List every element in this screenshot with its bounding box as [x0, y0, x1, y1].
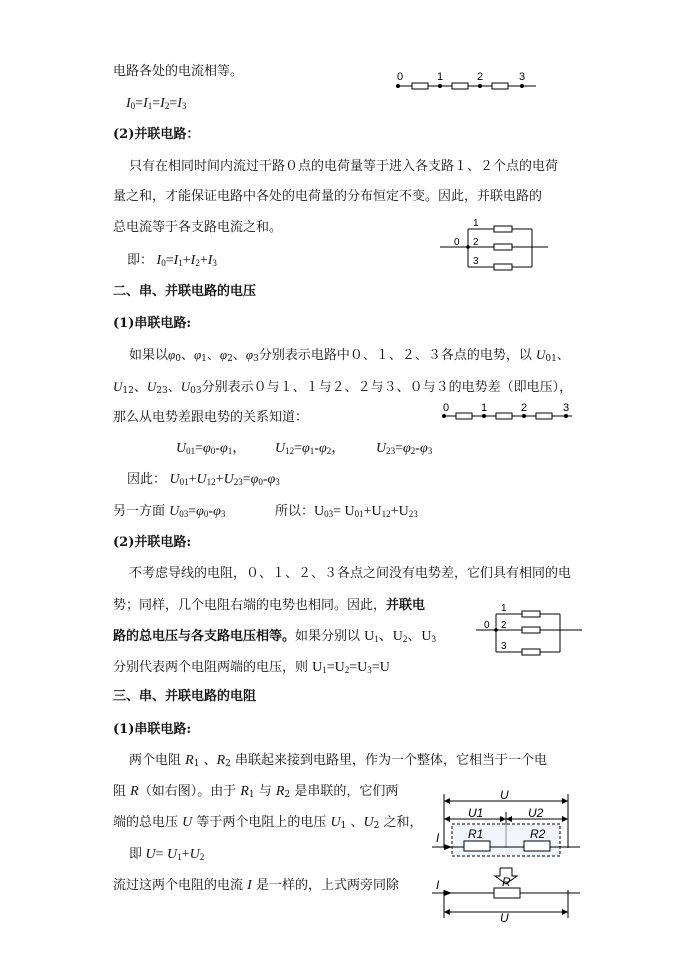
node-label: 3	[501, 641, 507, 652]
current-label-I: I	[436, 878, 440, 892]
equivalent-resistance-diagram	[432, 788, 582, 925]
resistor-label-R: R	[502, 875, 511, 889]
text-line: 所以：$U_{03}= U_{01}+U_{12}+U_{23}$	[275, 504, 418, 519]
node-label: 2	[476, 71, 484, 83]
text-line: $U_{12}$、$U_{23}$、$U_{03}$分别表示０与１、１与２、２与３、０与３的电势差（即电压），	[113, 379, 573, 396]
text-line: 阻 R（如右图）。由于 $R_1$ 与 $R_2$ 是串联的，它们两	[113, 784, 399, 800]
text-line: 两个电阻 $R_1$ 、$R_2$ 串联起来接到电路里，作为一个整体，它相当于一个电	[129, 753, 548, 769]
node-label: 1	[501, 603, 507, 614]
section-heading: 二、串、并联电路的电压	[113, 284, 257, 299]
node-label: 3	[473, 256, 479, 267]
text-line: 那么从电势差跟电势的关系知道：	[113, 410, 309, 425]
voltage-label-U: U	[500, 788, 509, 802]
parallel-circuit-diagram-1	[440, 215, 550, 277]
node-label: 1	[436, 71, 444, 83]
resistor-label-R1: R1	[468, 827, 484, 841]
text-line: 路的总电压与各支路电压相等。如果分别以 $U_1$、$U_2$、$U_3$	[113, 629, 437, 644]
node-label: 3	[518, 71, 526, 83]
text-line: 分别代表两个电阻两端的电压，则 $U_1=U_2=U_3=U$	[113, 660, 390, 675]
text-line: 另一方面 $U_{03}=\varphi_0-\varphi_3$	[113, 504, 226, 519]
series-circuit-diagram-2	[438, 402, 578, 424]
text-line: 端的总电压 U 等于两个电阻上的电压 $U_1$ 、$U_2$ 之和，	[113, 815, 423, 831]
text-line: 量之和，才能保证电路中各处的电荷量的分布恒定不变。因此，并联电路的	[113, 189, 543, 204]
text-line: 总电流等于各支路电流之和。	[113, 220, 283, 235]
equation-u12: $U_{12}=\varphi_1-\varphi_2$，	[275, 441, 346, 456]
section-heading: (1)串联电路:	[113, 316, 192, 331]
text-line: 不考虑导线的电阻，０、１、２、３各点之间没有电势差，它们具有相同的电	[129, 566, 572, 581]
node-label: 0	[484, 620, 490, 631]
equation-u23: $U_{23}=\varphi_2-\varphi_3$	[376, 441, 433, 456]
resistor-label-R2: R2	[530, 827, 546, 841]
node-label: 2	[501, 620, 507, 631]
node-label: 1	[480, 402, 488, 414]
parallel-circuit-diagram-2	[476, 600, 586, 662]
section-heading: 三、串、并联电路的电阻	[113, 689, 257, 704]
node-label: 1	[473, 218, 479, 229]
voltage-label-U: U	[500, 911, 509, 925]
node-label: 2	[473, 237, 479, 248]
voltage-label-U1: U1	[468, 806, 484, 820]
equation-u01: $U_{01}=\varphi_0-\varphi_1$，	[176, 441, 247, 456]
section-heading: (2)并联电路：	[113, 127, 200, 142]
node-label: 0	[454, 237, 460, 248]
section-heading: (1)串联电路:	[113, 722, 192, 737]
series-circuit-diagram	[392, 68, 542, 98]
node-label: 0	[442, 402, 450, 414]
text-line: 如果以$\varphi_0$、$\varphi_1$、$\varphi_2$、$\varphi_3$分别表示电路中０、１、２、３各点的电势，以 $U_{01}$、	[129, 347, 570, 364]
equation-parallel-current: 即： $I_0=I_1+I_2+I_3$	[127, 253, 217, 268]
text-line: 电路各处的电流相等。	[113, 64, 244, 79]
node-label: 0	[396, 71, 404, 83]
node-label: 3	[562, 402, 570, 414]
voltage-label-U2: U2	[528, 806, 544, 820]
section-heading: (2)并联电路:	[113, 535, 192, 550]
equation-voltage-sum: 即 $U= U_1+U_2$	[129, 847, 205, 862]
node-label: 2	[520, 402, 528, 414]
text-line: 只有在相同时间内流过干路０点的电荷量等于进入各支路１、２个点的电荷	[129, 159, 559, 174]
text-line: 流过这两个电阻的电流 I 是一样的，上式两旁同除	[113, 878, 399, 893]
current-label-I: I	[436, 831, 440, 845]
text-line: 势；同样，几个电阻右端的电势也相同。因此，并联电	[113, 598, 426, 613]
equation-sum: 因此： $U_{01}+U_{12}+U_{23}=\varphi_0-\varphi_3$	[127, 472, 280, 487]
equation-series-current: $I_0=I_1=I_2=I_3$	[126, 96, 187, 111]
